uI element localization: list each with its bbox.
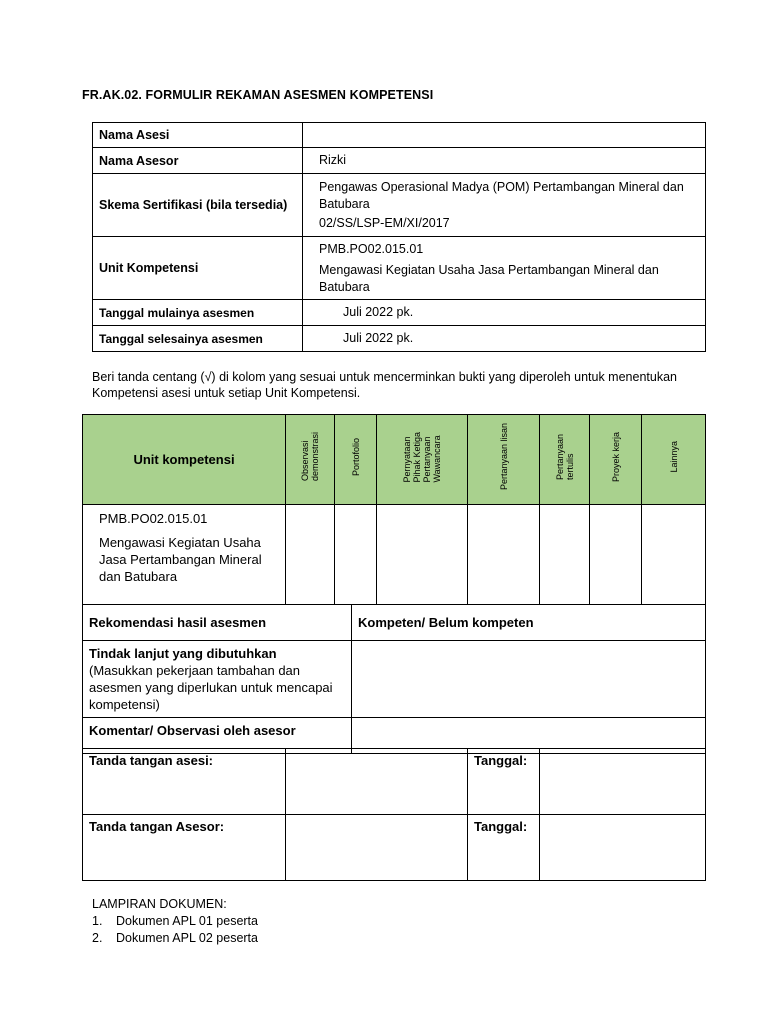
- unit-name: Mengawasi Kegiatan Usaha Jasa Pertambangan Mineral dan Batubara: [319, 262, 659, 294]
- tanggal-asesi-label: Tanggal:: [468, 749, 540, 815]
- signature-table: [82, 748, 706, 881]
- recommendation-table: [82, 604, 706, 754]
- tanggal-mulai-label: Tanggal mulainya asesmen: [93, 300, 303, 326]
- header-pihak-ketiga: [377, 415, 468, 505]
- check-proyek-kerja[interactable]: [590, 505, 642, 605]
- competency-evidence-table: [82, 414, 706, 605]
- attachments-section: [92, 896, 258, 947]
- unit-kompetensi-field[interactable]: [303, 237, 706, 300]
- check-observasi[interactable]: [286, 505, 335, 605]
- check-lainnya[interactable]: [642, 505, 706, 605]
- tindak-lanjut-note: (Masukkan pekerjaan tambahan dan asesmen yang diperlukan untuk mencapai kompetensi): [89, 663, 333, 712]
- header-lainnya-text: Lainnya: [668, 441, 679, 473]
- unit-row-cell: [83, 505, 286, 605]
- skema-label: [93, 174, 303, 237]
- form-title: FR.AK.02. FORMULIR REKAMAN ASESMEN KOMPETENSI: [82, 88, 434, 102]
- skema-field[interactable]: [303, 174, 706, 237]
- tanda-tangan-asesi-label: Tanda tangan asesi:: [83, 749, 286, 815]
- header-lainnya: [642, 415, 706, 505]
- skema-number: 02/SS/LSP-EM/XI/2017: [319, 215, 450, 230]
- attachment-number: 2.: [92, 931, 103, 945]
- header-portofolio-text: Portofolio: [350, 437, 361, 477]
- header-pihak-ketiga-text: Pernyataan Pihak Ketiga Pertanyaan Wawancara: [402, 431, 442, 483]
- rekomendasi-label: Rekomendasi hasil asesmen: [83, 605, 352, 641]
- komentar-label: Komentar/ Observasi oleh asesor: [83, 718, 352, 754]
- header-unit-kompetensi: Unit kompetensi: [83, 415, 286, 505]
- skema-name: Pengawas Operasional Madya (POM) Pertambangan Mineral dan Batubara: [319, 179, 684, 211]
- tanggal-selesai-label: Tanggal selesainya asesmen: [93, 326, 303, 352]
- unit-row-name: Mengawasi Kegiatan Usaha Jasa Pertambangan Mineral dan Batubara: [99, 535, 262, 584]
- attachment-text: Dokumen APL 01 peserta: [116, 914, 258, 928]
- attachment-item: [92, 930, 258, 947]
- header-pertanyaan-tertulis: [540, 415, 590, 505]
- unit-code: PMB.PO02.015.01: [319, 241, 424, 256]
- header-observasi-text: Observasi demonstrasi: [300, 432, 320, 482]
- nama-asesor-label: Nama Asesor: [93, 148, 303, 174]
- attachment-number: 1.: [92, 914, 103, 928]
- nama-asesi-field[interactable]: [303, 123, 706, 148]
- check-portofolio[interactable]: [335, 505, 377, 605]
- tindak-lanjut-label: Tindak lanjut yang dibutuhkan: [89, 646, 277, 661]
- check-pihak-ketiga[interactable]: [377, 505, 468, 605]
- tanggal-asesi-field[interactable]: [540, 749, 706, 815]
- rekomendasi-value[interactable]: Kompeten/ Belum kompeten: [352, 605, 706, 641]
- header-pertanyaan-tertulis-text: Pertanyaan tertulis: [554, 433, 575, 481]
- header-pertanyaan-lisan: [468, 415, 540, 505]
- header-portofolio: [335, 415, 377, 505]
- tanggal-asesor-field[interactable]: [540, 815, 706, 881]
- tindak-lanjut-label-cell: [83, 641, 352, 718]
- unit-row-code: PMB.PO02.015.01: [99, 511, 208, 526]
- tanda-tangan-asesor-label: Tanda tangan Asesor:: [83, 815, 286, 881]
- tanggal-mulai-field[interactable]: Juli 2022 pk.: [303, 300, 706, 326]
- assessment-info-table: [92, 122, 706, 352]
- check-pertanyaan-tertulis[interactable]: [540, 505, 590, 605]
- header-pertanyaan-lisan-text: Pertanyaan lisan: [498, 423, 509, 491]
- attachment-item: [92, 913, 258, 930]
- tanda-tangan-asesor-field[interactable]: [286, 815, 468, 881]
- header-proyek-kerja: [590, 415, 642, 505]
- skema-label-text: Skema Sertifikasi (bila tersedia): [99, 198, 288, 212]
- tanda-tangan-asesi-field[interactable]: [286, 749, 468, 815]
- nama-asesi-label: Nama Asesi: [93, 123, 303, 148]
- nama-asesor-field[interactable]: Rizki: [303, 148, 706, 174]
- attachments-heading: LAMPIRAN DOKUMEN:: [92, 897, 227, 911]
- header-proyek-kerja-text: Proyek kerja: [610, 431, 621, 483]
- header-observasi: [286, 415, 335, 505]
- check-pertanyaan-lisan[interactable]: [468, 505, 540, 605]
- instruction-text: Beri tanda centang (√) di kolom yang sesuai untuk mencerminkan bukti yang diperoleh untuk menentukan Kompetensi asesi untuk setiap Unit Kompetensi.: [92, 370, 677, 400]
- tanggal-asesor-label: Tanggal:: [468, 815, 540, 881]
- unit-kompetensi-label: Unit Kompetensi: [93, 237, 303, 300]
- tindak-lanjut-field[interactable]: [352, 641, 706, 718]
- tanggal-selesai-field[interactable]: Juli 2022 pk.: [303, 326, 706, 352]
- attachment-text: Dokumen APL 02 peserta: [116, 931, 258, 945]
